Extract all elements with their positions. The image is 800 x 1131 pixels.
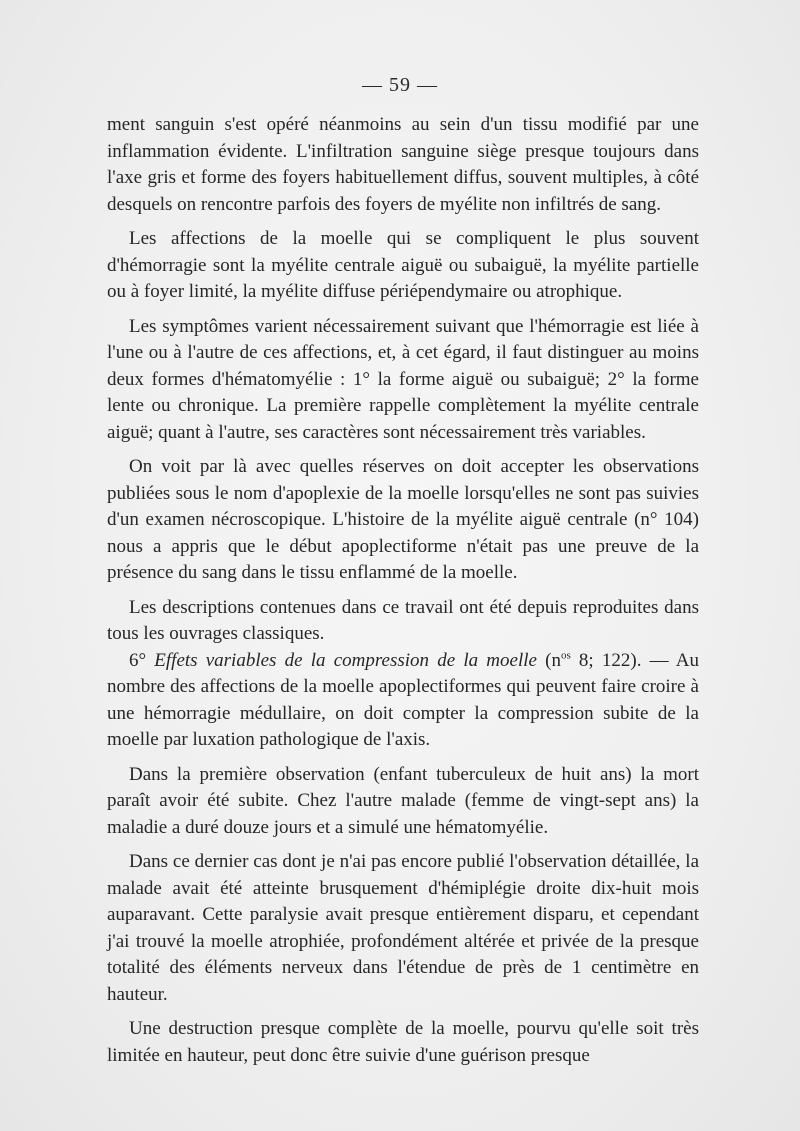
paragraph-5: Les descriptions contenues dans ce travail ont été depuis reproduites dans tous les ouvrages classiques.: [107, 596, 699, 644]
section-title: Effets variables de la compression de la moelle: [154, 649, 537, 671]
paragraph-9: Une destruction presque complète de la moelle, pourvu qu'elle soit très limitée en hauteur, peut donc être suivie d'une guérison presque: [107, 1018, 699, 1066]
section-number: 6°: [129, 649, 155, 671]
paragraph-4: On voit par là avec quelles réserves on doit accepter les observations publiées sous le nom d'apoplexie de la moelle lorsqu'elles ne sont pas suivies d'un examen nécroscopique. L'histoire de la myélite aiguë centrale (n° 104) nous a appris que le début apoplectiforme n'était pas une preuve de la présence du sang dans le tissu enflammé de la moelle.: [107, 456, 699, 583]
section-ref-numbers: 8; 122). —: [570, 649, 669, 671]
section-ref-prefix: (n: [536, 649, 561, 671]
paragraph-1: ment sanguin s'est opéré néanmoins au sein d'un tissu modifié par une inflammation évidente. L'infiltration sanguine siège presque toujours dans l'axe gris et forme des foyers habituellement diffus, souvent multiples, à côté desquels on rencontre parfois des foyers de myélite non infiltrés de sang.: [107, 114, 699, 215]
paragraph-7: Dans la première observation (enfant tuberculeux de huit ans) la mort paraît avoir été subite. Chez l'autre malade (femme de vingt-sept ans) la maladie a duré douze jours et a simulé une hématomyélie.: [107, 763, 699, 838]
paragraph-6-section-heading: [107, 648, 699, 754]
section-ref-superscript: os: [560, 649, 571, 662]
page-number: — 59 —: [362, 74, 438, 96]
paragraph-8: Dans ce dernier cas dont je n'ai pas encore publié l'observation détaillée, la malade avait été atteinte brusquement d'hémiplégie droite dix-huit mois auparavant. Cette paralysie avait presque entièrement disparu, et cependant j'ai trouvé la moelle atrophiée, profondément altérée et privée de la presque totalité des éléments nerveux dans l'étendue de près de 1 centimètre en hauteur.: [107, 851, 699, 1005]
paragraph-2: Les affections de la moelle qui se compliquent le plus souvent d'hémorragie sont la myélite centrale aiguë ou subaiguë, la myélite partielle ou à foyer limité, la myélite diffuse périépendymaire ou atrophique.: [107, 228, 699, 302]
section-body: Au nombre des affections de la moelle apoplectiformes qui peuvent faire croire à une hémorragie médullaire, on doit compter la compression subite de la moelle par luxation pathologique de l'axis.: [107, 649, 699, 750]
body-text: [107, 112, 699, 1077]
paragraph-3: Les symptômes varient nécessairement suivant que l'hémorragie est liée à l'une ou à l'autre de ces affections, et, à cet égard, il faut distinguer au moins deux formes d'hématomyélie : 1° la forme aiguë ou subaiguë; 2° la forme lente ou chronique. La première rappelle complètement la myélite centrale aiguë; quant à l'autre, ses caractères sont nécessairement très variables.: [107, 315, 699, 443]
